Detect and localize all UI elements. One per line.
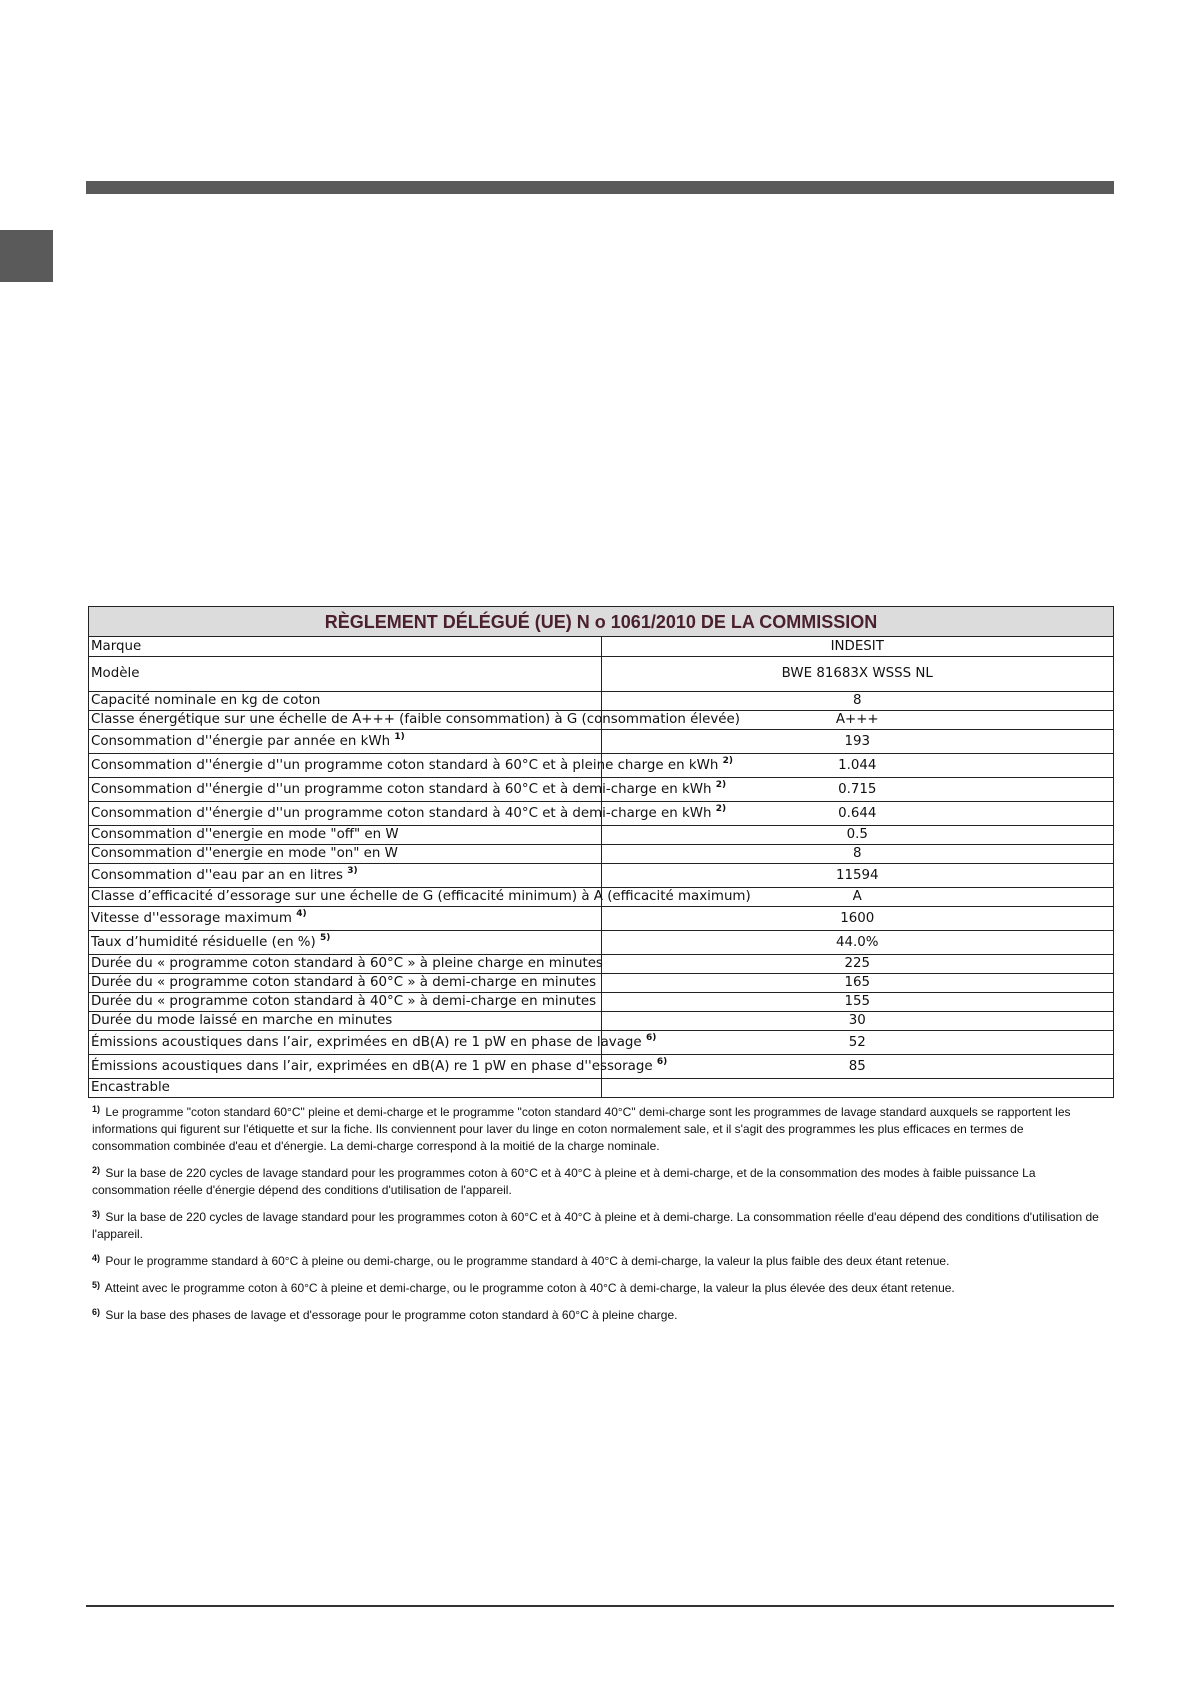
footnote-ref: 2)	[715, 803, 727, 814]
row-value: 225	[601, 955, 1114, 974]
row-label	[89, 657, 602, 692]
row-value	[601, 1079, 1114, 1098]
row-label	[89, 1031, 657, 1055]
row-label-text: Capacité nominale en kg de coton	[91, 693, 321, 709]
row-value: 8	[601, 845, 1114, 864]
footnote-number: 2)	[92, 1165, 101, 1175]
row-label-text: Marque	[91, 638, 142, 654]
footnote-number: 4)	[92, 1253, 101, 1263]
row-label	[89, 955, 602, 974]
footnote	[92, 1307, 1102, 1324]
row-value: 11594	[601, 864, 1114, 888]
table-row	[89, 993, 1114, 1012]
row-value: INDESIT	[601, 637, 1114, 657]
table-row	[89, 864, 1114, 888]
table-title: RÈGLEMENT DÉLÉGUÉ (UE) N o 1061/2010 DE LA COMMISSION	[89, 607, 1114, 637]
row-label	[89, 802, 727, 826]
row-value: 8	[601, 692, 1114, 711]
row-value: 44.0%	[601, 931, 1114, 955]
footer-rule	[86, 1605, 1114, 1607]
row-label-text: Consommation d''eau par an en litres	[91, 867, 343, 883]
footnote-text: Sur la base de 220 cycles de lavage standard pour les programmes coton à 60°C et à 40°C à pleine et à demi-charge. La consommation réelle d'eau dépend des conditions d'utilisation de l'appareil.	[92, 1210, 1099, 1241]
table-title-row	[89, 607, 1114, 637]
footnote-ref: 4)	[296, 908, 307, 919]
table-row	[89, 955, 1114, 974]
footnote-number: 1)	[92, 1104, 101, 1114]
footnote-ref: 3)	[347, 865, 358, 876]
footnote-number: 3)	[92, 1209, 101, 1219]
footnote-text: Pour le programme standard à 60°C à pleine ou demi-charge, ou le programme standard à 40°C à demi-charge, la valeur la plus faible des deux étant retenue.	[105, 1254, 950, 1268]
row-value: 165	[601, 974, 1114, 993]
table-row	[89, 692, 1114, 711]
footnote-text: Atteint avec le programme coton à 60°C à pleine et demi-charge, ou le programme coton à 40°C à demi-charge, la valeur la plus élevée des deux étant retenue.	[104, 1281, 955, 1295]
row-label	[89, 711, 740, 730]
footnote-ref: 5)	[320, 932, 331, 943]
table-row	[89, 657, 1114, 692]
row-label-text: Classe énergétique sur une échelle de A+++ (faible consommation) à G (consommation élevée)	[91, 712, 740, 728]
row-label	[89, 692, 602, 711]
row-label-text: Consommation d''énergie d''un programme coton standard à 60°C et à demi-charge en kWh	[91, 781, 712, 797]
row-label	[89, 888, 751, 907]
row-label-text: Modèle	[91, 666, 140, 682]
regulation-table	[88, 606, 1114, 1098]
table-row	[89, 1079, 1114, 1098]
footnote-number: 5)	[92, 1280, 101, 1290]
row-value: 85	[601, 1055, 1114, 1079]
row-value: 1.044	[601, 754, 1114, 778]
row-label	[89, 864, 602, 888]
row-label-text: Durée du mode laissé en marche en minutes	[91, 1013, 393, 1029]
footnote-text: Sur la base de 220 cycles de lavage standard pour les programmes coton à 60°C et à 40°C à pleine et à demi-charge, et de la consommation des modes à faible puissance La consommation réelle d'énergie dépend des conditions d'utilisation de l'appareil.	[92, 1166, 1036, 1197]
row-label	[89, 974, 602, 993]
row-value: A	[601, 888, 1114, 907]
row-label-text: Durée du « programme coton standard à 60°C » à pleine charge en minutes	[91, 956, 603, 972]
row-label	[89, 778, 727, 802]
row-value: 0.715	[601, 778, 1114, 802]
footnote-ref: 6)	[645, 1032, 657, 1043]
row-value: 1600	[601, 907, 1114, 931]
footnote-text: Sur la base des phases de lavage et d'essorage pour le programme coton standard à 60°C à pleine charge.	[105, 1308, 678, 1322]
row-label	[89, 931, 602, 955]
footnote-text: Le programme "coton standard 60°C" pleine et demi-charge et le programme "coton standard 40°C" demi-charge sont les programmes de lavage standard auxquels se rapportent les informations qui figurent sur l'étiquette et sur la fiche. Ils conviennent pour laver du linge en coton normalement sale, et il s'agit des programmes les plus efficaces en termes de consommation combinée d'eau et d'énergie. La demi-charge correspond à la moitié de la charge nominale.	[92, 1105, 1071, 1153]
row-label	[89, 845, 602, 864]
table-row	[89, 711, 1114, 730]
row-label-text: Consommation d''energie en mode "off" en W	[91, 827, 399, 843]
row-value: A+++	[601, 711, 1114, 730]
row-label-text: Classe d’efficacité d’essorage sur une échelle de G (efficacité minimum) à A (efficacité maximum)	[91, 889, 751, 905]
row-label-text: Vitesse d''essorage maximum	[91, 910, 292, 926]
row-label	[89, 907, 602, 931]
row-label-text: Émissions acoustiques dans l’air, exprimées en dB(A) re 1 pW en phase d''essorage	[91, 1058, 653, 1074]
row-label	[89, 993, 602, 1012]
row-label-text: Encastrable	[91, 1080, 170, 1096]
row-label	[89, 1012, 602, 1031]
table-row	[89, 637, 1114, 657]
row-value: 155	[601, 993, 1114, 1012]
row-value: BWE 81683X WSSS NL	[601, 657, 1114, 692]
table-row	[89, 802, 1114, 826]
table-row	[89, 974, 1114, 993]
row-value: 193	[601, 730, 1114, 754]
footnote-ref: 2)	[715, 779, 727, 790]
row-value: 52	[601, 1031, 1114, 1055]
table-row	[89, 826, 1114, 845]
row-label	[89, 1079, 602, 1098]
footnote	[92, 1165, 1102, 1199]
row-label	[89, 637, 602, 657]
footnote-ref: 1)	[394, 731, 405, 742]
footnote-ref: 6)	[656, 1056, 668, 1067]
footnotes	[92, 1104, 1102, 1334]
table-row	[89, 778, 1114, 802]
row-label-text: Consommation d''énergie d''un programme coton standard à 60°C et à pleine charge en kWh	[91, 757, 719, 773]
table-row	[89, 931, 1114, 955]
row-value: 30	[601, 1012, 1114, 1031]
row-label	[89, 730, 602, 754]
table-row	[89, 1012, 1114, 1031]
footnote-number: 6)	[92, 1307, 101, 1317]
row-label-text: Durée du « programme coton standard à 60°C » à demi-charge en minutes	[91, 975, 597, 991]
row-label-text: Durée du « programme coton standard à 40°C » à demi-charge en minutes	[91, 994, 597, 1010]
row-label-text: Émissions acoustiques dans l’air, exprimées en dB(A) re 1 pW en phase de lavage	[91, 1034, 642, 1050]
row-label-text: Consommation d''énergie d''un programme coton standard à 40°C et à demi-charge en kWh	[91, 805, 712, 821]
row-label	[89, 1055, 668, 1079]
footnote	[92, 1209, 1102, 1243]
footnote	[92, 1104, 1102, 1155]
row-label-text: Taux d’humidité résiduelle (en %)	[91, 934, 316, 950]
table-row	[89, 888, 1114, 907]
row-value: 0.5	[601, 826, 1114, 845]
table-row	[89, 907, 1114, 931]
footnote	[92, 1253, 1102, 1270]
row-label-text: Consommation d''énergie par année en kWh	[91, 733, 391, 749]
language-tab	[0, 230, 53, 282]
table-row	[89, 754, 1114, 778]
row-label	[89, 826, 602, 845]
header-rule	[86, 181, 1114, 194]
row-label-text: Consommation d''energie en mode "on" en W	[91, 846, 398, 862]
table-row	[89, 845, 1114, 864]
footnote	[92, 1280, 1102, 1297]
row-label	[89, 754, 734, 778]
row-value: 0.644	[601, 802, 1114, 826]
table-row	[89, 1055, 1114, 1079]
footnote-ref: 2)	[722, 755, 734, 766]
table-row	[89, 1031, 1114, 1055]
table-row	[89, 730, 1114, 754]
